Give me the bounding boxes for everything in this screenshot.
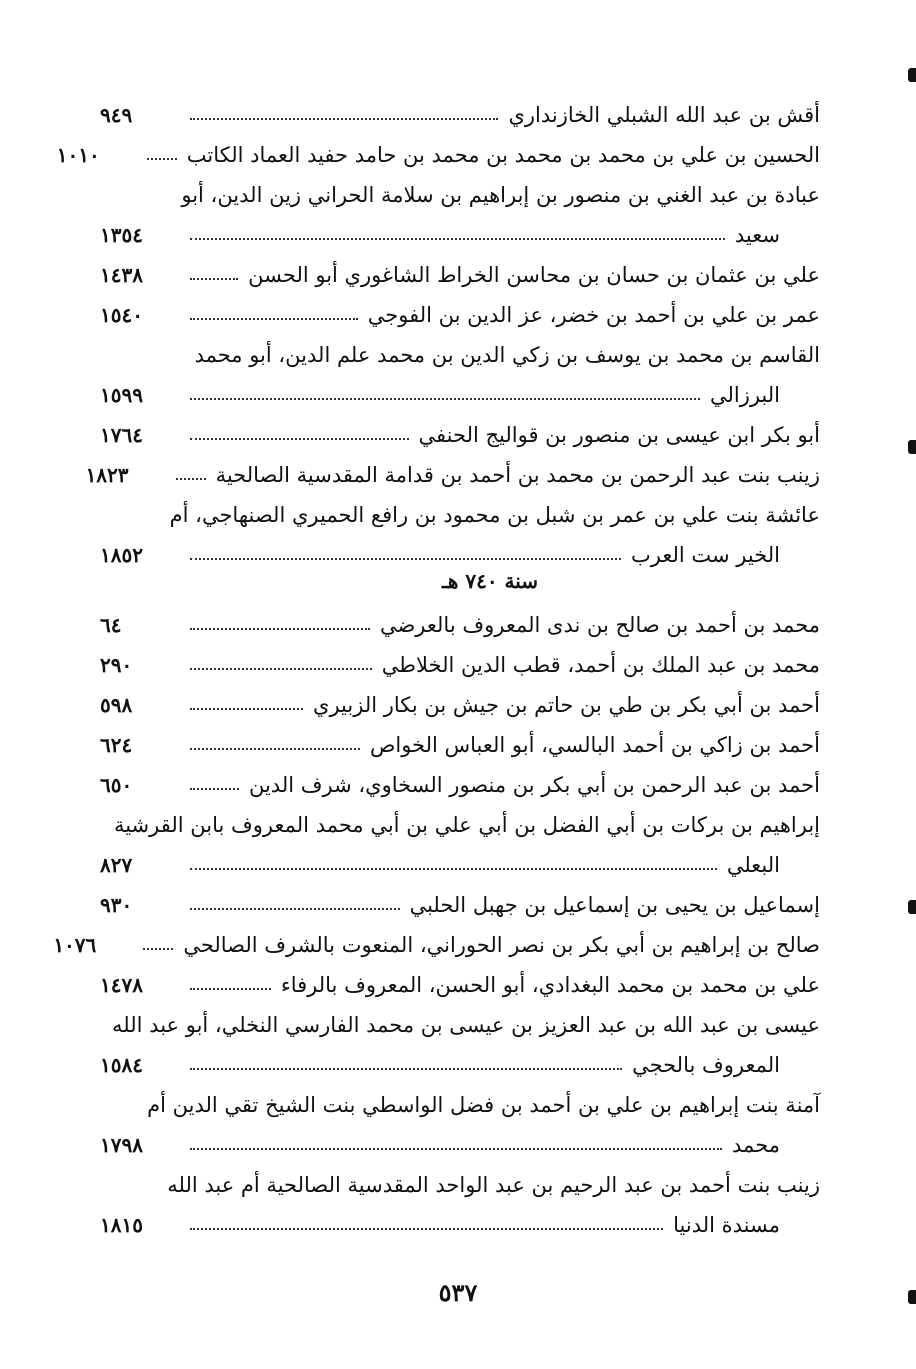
entry-page-number: ٥٩٨ [100, 693, 133, 717]
entry-name: أبو بكر ابن عيسى بن منصور بن قواليج الحنفي [418, 423, 820, 447]
index-entry [100, 486, 820, 566]
entry-line [100, 956, 820, 996]
entry-page-number: ١٠١٠ [56, 143, 100, 167]
entry-page-number: ٩٣٠ [100, 893, 133, 917]
index-entries [53, 86, 820, 1237]
dotted-leader [147, 158, 177, 160]
entry-line [53, 916, 820, 957]
entry-line [100, 1076, 820, 1116]
edge-mark [908, 900, 916, 914]
entry-name: آمنة بنت إبراهيم بن علي بن أحمد بن فضل الواسطي بنت الشيخ تقي الدين أم [147, 1093, 820, 1117]
entry-page-number: ٦٢٤ [100, 733, 133, 757]
entry-name: محمد بن أحمد بن صالح بن ندى المعروف بالعرضي [379, 613, 820, 637]
entry-line [100, 676, 820, 716]
dotted-leader [190, 668, 372, 670]
entry-name: عبادة بن عبد الغني بن منصور بن إبراهيم بن سلامة الحراني زين الدين، أبو [181, 183, 820, 207]
entry-line [100, 246, 820, 286]
entry-line [100, 166, 820, 206]
entry-name: أقش بن عبد الله الشبلي الخازنداري [508, 103, 820, 127]
entry-line [100, 1116, 820, 1156]
index-entry [100, 86, 820, 126]
entry-page-number: ١٠٧٦ [53, 933, 97, 957]
entry-page-number: ٩٤٩ [100, 103, 133, 127]
edge-mark [908, 1290, 916, 1304]
index-entry [100, 756, 820, 796]
entry-name: الخير ست العرب [631, 543, 780, 567]
entry-name: محمد بن عبد الملك بن أحمد، قطب الدين الخلاطي [381, 653, 820, 677]
index-entry [100, 166, 820, 246]
dotted-leader [190, 1148, 722, 1150]
entry-page-number: ١٥٩٩ [100, 383, 143, 407]
entry-line [100, 326, 820, 366]
dotted-leader [190, 708, 303, 710]
entry-name: عيسى بن عبد الله بن عبد العزيز بن عيسى بن محمد الفارسي النخلي، أبو عبد الله [112, 1013, 820, 1037]
dotted-leader [190, 558, 621, 560]
dotted-leader [190, 238, 725, 240]
year-heading: سنة ٧٤٠ هـ [441, 569, 539, 593]
entry-name: القاسم بن محمد بن يوسف بن زكي الدين بن محمد علم الدين، أبو محمد [194, 343, 820, 367]
entry-page-number: ١٣٥٤ [100, 223, 143, 247]
dotted-leader [190, 278, 238, 280]
entry-line [100, 286, 820, 326]
entry-name: زينب بنت أحمد بن عبد الرحيم بن عبد الواحد المقدسية الصالحية أم عبد الله [167, 1173, 820, 1197]
entry-name: أحمد بن زاكي بن أحمد البالسي، أبو العباس الخواص [369, 733, 820, 757]
dotted-leader [190, 118, 498, 120]
entry-page-number: ١٨١٥ [100, 1213, 143, 1237]
entry-line [100, 716, 820, 756]
index-entry [100, 1076, 820, 1156]
entry-line [100, 836, 820, 876]
index-entry [100, 246, 820, 286]
entries-group-after-heading [53, 596, 820, 1237]
entry-page-number: ١٧٩٨ [100, 1133, 143, 1157]
entry-name: أحمد بن عبد الرحمن بن أبي بكر بن منصور السخاوي، شرف الدين [248, 773, 820, 797]
entry-line [100, 1036, 820, 1076]
index-entry [100, 716, 820, 756]
edge-mark [908, 68, 916, 82]
index-entry [100, 406, 820, 446]
entry-name: عمر بن علي بن أحمد بن خضر، عز الدين بن الفوجي [367, 303, 820, 327]
index-entry [100, 596, 820, 636]
entry-line [100, 996, 820, 1036]
entry-line [100, 486, 820, 526]
index-entry [100, 676, 820, 716]
index-entry [100, 1156, 820, 1236]
dotted-leader [190, 628, 370, 630]
entry-line [100, 596, 820, 636]
entry-page-number: ٨٢٧ [100, 853, 133, 877]
entry-page-number: ١٨٢٣ [85, 463, 129, 487]
entry-line [100, 1156, 820, 1196]
entry-name: عائشة بنت علي بن عمر بن شبل بن محمود بن رافع الحميري الصنهاجي، أم [169, 503, 820, 527]
entry-name: علي بن عثمان بن حسان بن محاسن الخراط الشاغوري أبو الحسن [248, 263, 820, 287]
edge-mark [908, 440, 916, 454]
entry-name: صالح بن إبراهيم بن أبي بكر بن نصر الحوراني، المنعوت بالشرف الصالحي [183, 933, 820, 957]
entry-page-number: ١٤٧٨ [100, 973, 143, 997]
entry-page-number: ١٧٦٤ [100, 423, 143, 447]
entry-name: مسندة الدنيا [673, 1213, 780, 1237]
entry-line [100, 526, 820, 566]
index-entry [56, 126, 820, 167]
entry-line [100, 756, 820, 796]
entry-page-number: ١٤٣٨ [100, 263, 143, 287]
entry-name: إسماعيل بن يحيى بن إسماعيل بن جهبل الحلبي [409, 893, 820, 917]
entry-page-number: ١٨٥٢ [100, 543, 143, 567]
dotted-leader [190, 868, 717, 870]
dotted-leader [190, 988, 271, 990]
dotted-leader [190, 908, 400, 910]
entry-name: المعروف بالحجي [632, 1053, 780, 1077]
index-entry [53, 916, 820, 957]
dotted-leader [190, 788, 239, 790]
entry-line [100, 876, 820, 916]
index-entry [85, 446, 820, 487]
index-entry [100, 326, 820, 406]
entry-name: أحمد بن أبي بكر بن طي بن حاتم بن جيش بن بكار الزبيري [313, 693, 820, 717]
entry-line [100, 86, 820, 126]
entry-page-number: ٦٤ [100, 613, 122, 637]
entry-page-number: ١٥٤٠ [100, 303, 143, 327]
entry-name: محمد [732, 1133, 780, 1157]
entry-name: زينب بنت عبد الرحمن بن محمد بن أحمد بن قدامة المقدسية الصالحية [215, 463, 820, 487]
entries-group-before-heading [56, 86, 820, 567]
entry-name: البرزالي [709, 383, 780, 407]
page-number: ٥٣٧ [438, 1278, 478, 1307]
entry-name: علي بن محمد بن محمد البغدادي، أبو الحسن، المعروف بالرفاء [280, 973, 820, 997]
dotted-leader [190, 1068, 622, 1070]
entry-line [85, 446, 820, 487]
entry-page-number: ١٥٨٤ [100, 1053, 143, 1077]
dotted-leader [190, 318, 358, 320]
index-entry [100, 636, 820, 676]
entry-line [100, 366, 820, 406]
index-entry [100, 286, 820, 326]
dotted-leader [143, 948, 173, 950]
entry-line [100, 1196, 820, 1236]
entry-name: البعلي [726, 853, 780, 877]
entry-line [56, 126, 820, 167]
dotted-leader [176, 478, 206, 480]
index-entry [100, 796, 820, 876]
dotted-leader [190, 1228, 663, 1230]
entry-line [100, 636, 820, 676]
entry-page-number: ٦٥٠ [100, 773, 133, 797]
index-entry [100, 996, 820, 1076]
entry-page-number: ٢٩٠ [100, 653, 133, 677]
dotted-leader [190, 398, 700, 400]
index-entry [100, 956, 820, 996]
entry-name: سعيد [734, 223, 780, 247]
dotted-leader [190, 748, 360, 750]
entry-line [100, 796, 820, 836]
index-entry [100, 876, 820, 916]
dotted-leader [190, 438, 409, 440]
entry-line [100, 206, 820, 246]
entry-line [100, 406, 820, 446]
entry-name: إبراهيم بن بركات بن أبي الفضل بن أبي علي بن أبي محمد المعروف بابن القرشية [113, 813, 820, 837]
entry-name: الحسين بن علي بن محمد بن محمد بن محمد بن حامد حفيد العماد الكاتب [186, 143, 820, 167]
